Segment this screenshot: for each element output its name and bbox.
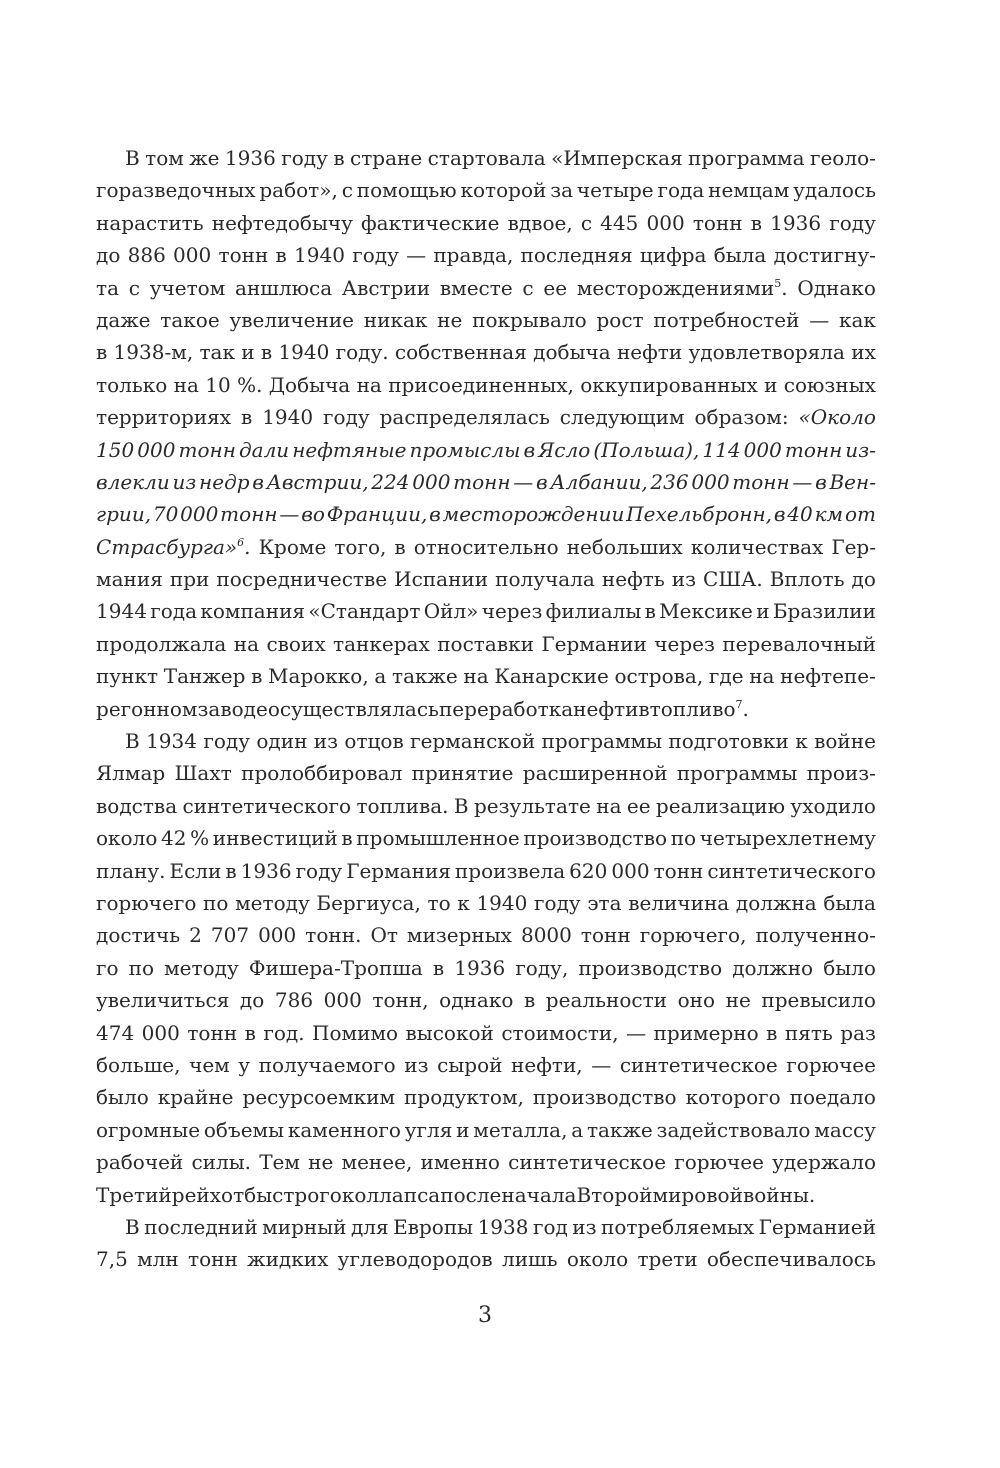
text-line: пункт Танжер в Марокко, а также на Канарские острова, где на нефтепе- <box>96 664 876 689</box>
text-line: плану. Если в 1936 году Германия произвела 620 000 тонн синтетического <box>96 858 876 883</box>
text-line: горючего по методу Бергиуса, то к 1940 году эта величина должна была <box>96 890 876 915</box>
text-line: 7,5 млн тонн жидких углеводородов лишь около трети обеспечивалось <box>96 1247 876 1272</box>
text-line: больше, чем у получаемого из сырой нефти, — синтетическое горючее <box>96 1052 876 1077</box>
body-text <box>96 142 876 1276</box>
text-line: даже такое увеличение никак не покрывало рост потребностей — как <box>96 307 876 332</box>
text-line: В 1934 году один из отцов германской программы подготовки к войне <box>125 729 876 754</box>
text-line: в 1938-м, так и в 1940 году. собственная добыча нефти удовлетворяла их <box>96 340 876 365</box>
text-line: водства синтетического топлива. В результате на ее реализацию уходило <box>96 793 876 818</box>
text-line: Ялмар Шахт пролоббировал принятие расширенной программы произ- <box>96 761 876 786</box>
text-line: рабочей силы. Тем не менее, именно синтетическое горючее удержало <box>96 1150 876 1175</box>
text-line: Страсбурга»$^6$. Кроме того, в относительно небольших количествах Гер- <box>96 534 876 559</box>
page-number: 3 <box>478 1303 492 1328</box>
text-line: В последний мирный для Европы 1938 год из потребляемых Германией <box>125 1214 876 1239</box>
text-line: только на 10 %. Добыча на присоединенных, оккупированных и союзных <box>96 372 876 397</box>
text-line: до 886 000 тонн в 1940 году — правда, последняя цифра была достигну- <box>96 243 876 268</box>
text-line: 474 000 тонн в год. Помимо высокой стоимости, — примерно в пять раз <box>96 1020 876 1045</box>
text-line: мания при посредничестве Испании получала нефть из США. Вплоть до <box>96 567 876 592</box>
text-line: регонном заводе осуществлялась переработка нефти в топливо$^7$. <box>96 696 749 721</box>
text-line: 150 000 тонн дали нефтяные промыслы в Ясло (Польша), 114 000 тонн из- <box>96 437 876 462</box>
text-line: грии, 70 000 тонн — во Франции, в месторождении Пехельбронн, в 40 км от <box>96 502 876 527</box>
text-line: продолжала на своих танкерах поставки Германии через перевалочный <box>96 631 876 656</box>
text-line: около 42 % инвестиций в промышленное производство по четырехлетнему <box>96 826 876 851</box>
text-line: было крайне ресурсоемким продуктом, производство которого поедало <box>96 1085 876 1110</box>
text-line: Третий рейх от быстрого коллапса после начала Второй мировой войны. <box>96 1182 816 1207</box>
text-line: увеличиться до 786 000 тонн, однако в реальности оно не превысило <box>96 988 876 1013</box>
text-line: та с учетом аншлюса Австрии вместе с ее месторождениями$^5$. Однако <box>96 275 876 300</box>
text-line: территориях в 1940 году распределялась следующим образом: «Около <box>96 405 876 430</box>
text-line: огромные объемы каменного угля и металла, а также задействовало массу <box>96 1117 876 1142</box>
text-line: горазведочных работ», с помощью которой за четыре года немцам удалось <box>96 178 876 203</box>
text-line: В том же 1936 году в стране стартовала «Имперская программа геоло- <box>125 146 876 170</box>
text-line: достичь 2 707 000 тонн. От мизерных 8000 тонн горючего, полученно- <box>96 923 876 948</box>
text-line: 1944 года компания «Стандарт Ойл» через филиалы в Мексике и Бразилии <box>96 599 876 624</box>
text-line: го по методу Фишера-Тропша в 1936 году, производство должно было <box>96 955 876 980</box>
text-line: нарастить нефтедобычу фактические вдвое, с 445 000 тонн в 1936 году <box>96 210 876 235</box>
text-line: влекли из недр в Австрии, 224 000 тонн — в Албании, 236 000 тонн — в Вен- <box>96 469 876 494</box>
